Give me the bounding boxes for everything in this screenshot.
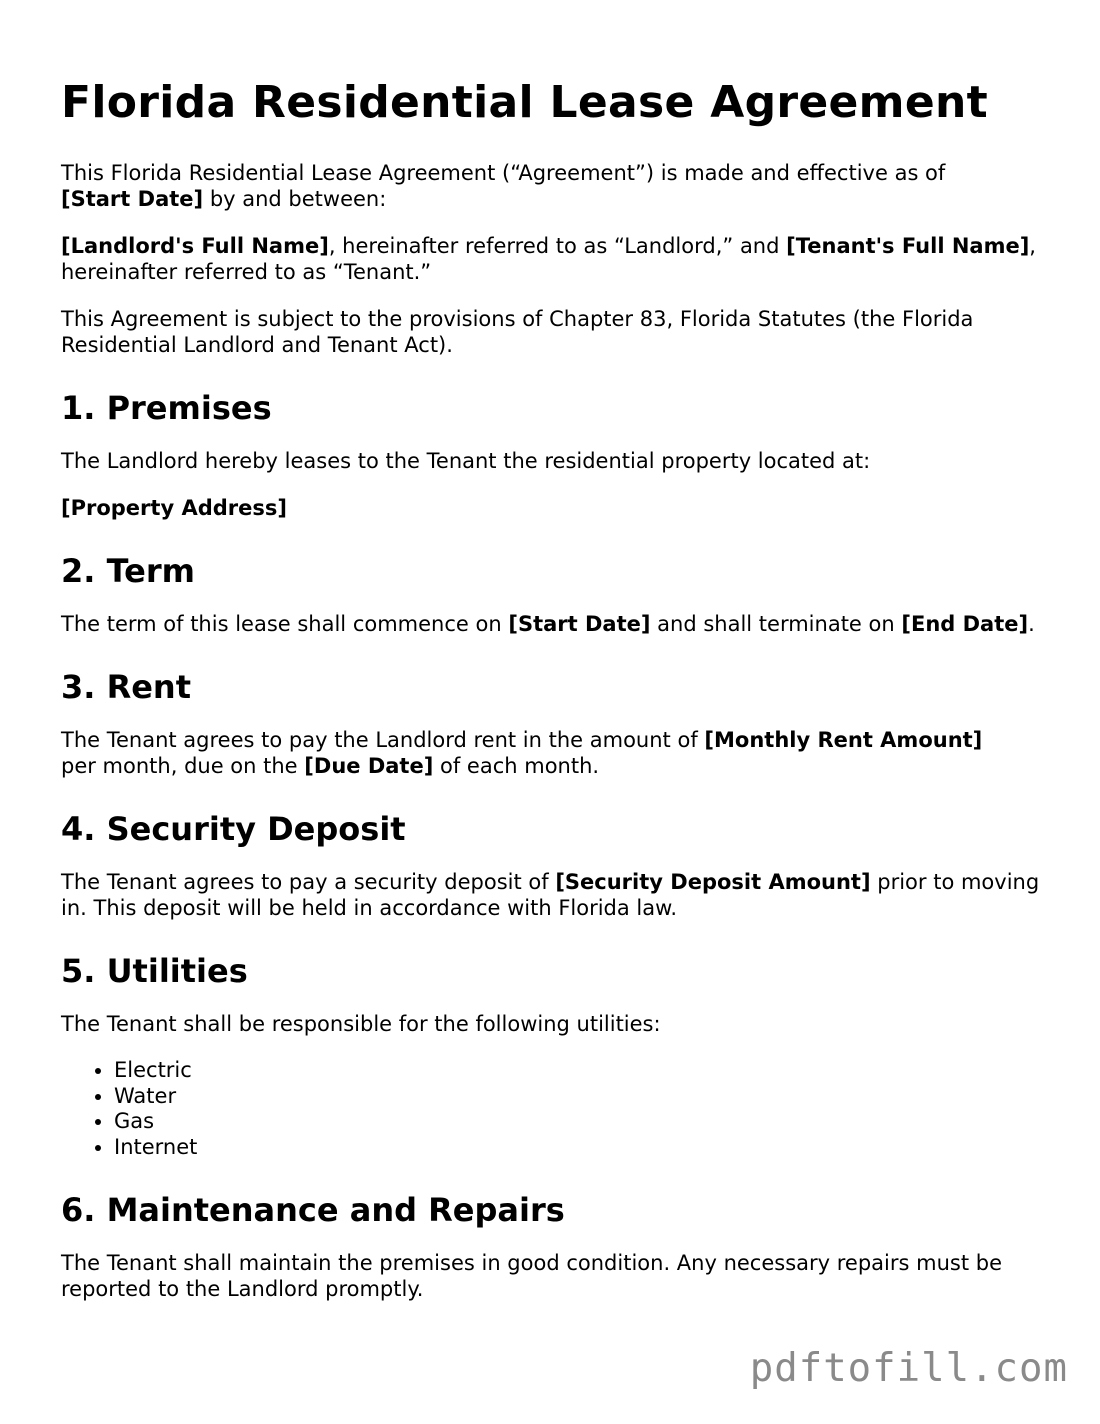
tenant-name-placeholder: [Tenant's Full Name]	[786, 234, 1030, 258]
intro-text-between: by and between:	[209, 187, 387, 211]
intro-paragraph-effective	[61, 160, 1041, 212]
list-item: • Electric	[114, 1058, 1041, 1084]
landlord-role-text: , hereinafter referred to as “Landlord,” and	[328, 234, 780, 258]
section-heading-deposit: 4. Security Deposit	[61, 810, 406, 848]
section-term	[61, 551, 1041, 637]
section-heading-maintenance: 6. Maintenance and Repairs	[61, 1191, 565, 1229]
section-heading-term: 2. Term	[61, 552, 195, 590]
deposit-amount-placeholder: [Security Deposit Amount]	[555, 870, 871, 894]
start-date-placeholder: [Start Date]	[61, 187, 204, 211]
rent-text-a: The Tenant agrees to pay the Landlord rent in the amount of	[61, 728, 698, 752]
due-date-placeholder: [Due Date]	[304, 754, 434, 778]
rent-text-b: per month, due on the	[61, 754, 298, 778]
term-end-date-placeholder: [End Date]	[901, 612, 1029, 636]
premises-text: The Landlord hereby leases to the Tenant the residential property located at:	[61, 449, 871, 473]
term-text	[61, 611, 1041, 637]
intro-paragraph-statute: This Agreement is subject to the provisions of Chapter 83, Florida Statutes (the Florida Residential Landlord and Tenant Act).	[61, 307, 974, 357]
section-premises	[61, 388, 1041, 521]
page-title: Florida Residential Lease Agreement	[61, 77, 988, 128]
deposit-text-b: prior to moving in. This deposit will be held in accordance with Florida law.	[61, 870, 1040, 920]
list-item: • Water	[114, 1084, 1041, 1110]
property-address-placeholder: [Property Address]	[61, 496, 287, 520]
section-rent	[61, 667, 1041, 779]
rent-text	[61, 727, 1041, 779]
utilities-list	[61, 1058, 1041, 1160]
section-utilities	[61, 951, 1041, 1160]
section-heading-utilities: 5. Utilities	[61, 952, 248, 990]
watermark-text: pdftofill.com	[749, 1346, 1068, 1391]
premises-address-paragraph	[61, 495, 1041, 521]
section-heading-rent: 3. Rent	[61, 668, 191, 706]
document-page	[61, 76, 1041, 1323]
rent-text-c: of each month.	[440, 754, 600, 778]
landlord-name-placeholder: [Landlord's Full Name]	[61, 234, 329, 258]
list-item: • Internet	[114, 1135, 1041, 1161]
intro-text: This Florida Residential Lease Agreement (“Agreement”) is made and effective as of	[61, 161, 946, 185]
term-text-c: .	[1028, 612, 1035, 636]
section-maintenance	[61, 1190, 1041, 1302]
utilities-text: The Tenant shall be responsible for the following utilities:	[61, 1012, 661, 1036]
intro-paragraph-parties	[61, 233, 1041, 285]
term-text-a: The term of this lease shall commence on	[61, 612, 502, 636]
section-security-deposit	[61, 809, 1041, 921]
tenant-role-text: , hereinafter referred to as “Tenant.”	[61, 234, 1036, 284]
deposit-text	[61, 869, 1041, 921]
list-item: • Gas	[114, 1109, 1041, 1135]
term-text-b: and shall terminate on	[657, 612, 895, 636]
term-start-date-placeholder: [Start Date]	[508, 612, 651, 636]
section-heading-premises: 1. Premises	[61, 389, 272, 427]
deposit-text-a: The Tenant agrees to pay a security deposit of	[61, 870, 549, 894]
monthly-rent-placeholder: [Monthly Rent Amount]	[704, 728, 983, 752]
maintenance-text: The Tenant shall maintain the premises in good condition. Any necessary repairs must be reported to the Landlord promptly.	[61, 1251, 1002, 1301]
